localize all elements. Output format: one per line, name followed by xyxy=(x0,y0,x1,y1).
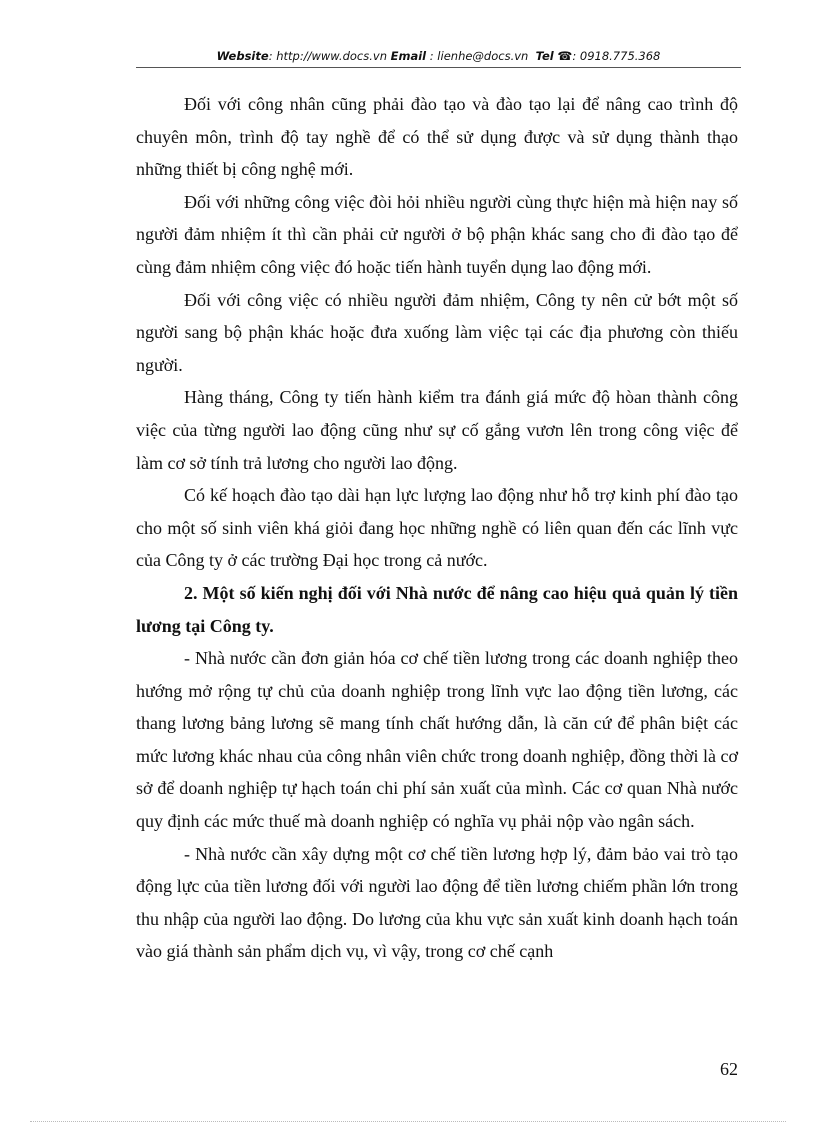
body-paragraph: Đối với công nhân cũng phải đào tạo và đào tạo lại để nâng cao trình độ chuyên môn, trình độ tay nghề để có thể sử dụng được và sử dụng thành thạo những thiết bị công nghệ mới. xyxy=(136,94,738,180)
tel-label: Tel xyxy=(535,49,554,63)
page-body xyxy=(136,88,738,968)
email-label: Email xyxy=(390,49,427,63)
tel-number: : 0918.775.368 xyxy=(572,49,661,63)
body-paragraph: Hàng tháng, Công ty tiến hành kiểm tra đánh giá mức độ hòan thành công việc của từng người lao động cũng như sự cố gắng vươn lên trong công việc để làm cơ sở tính trả lương cho người lao động. xyxy=(136,387,738,473)
body-paragraph: Đối với những công việc đòi hỏi nhiều người cùng thực hiện mà hiện nay số người đảm nhiệm ít thì cần phải cử người ở bộ phận khác sang cho đi đào tạo để cùng đảm nhiệm công việc đó hoặc tiến hành tuyển dụng lao động mới. xyxy=(136,191,738,277)
website-url: : http://www.docs.vn xyxy=(268,49,387,63)
page-bottom-divider xyxy=(30,1121,786,1122)
page-number: 62 xyxy=(720,1059,738,1079)
page-header xyxy=(136,47,741,68)
body-paragraph: - Nhà nước cần xây dựng một cơ chế tiền lương hợp lý, đảm bảo vai trò tạo động lực của tiền lương đối với người lao động để tiền lương chiếm phần lớn trong thu nhập của người lao động. Do lương của khu vực sản xuất kinh doanh hạch toán vào giá thành sản phẩm dịch vụ, vì vậy, trong cơ chế cạnh xyxy=(136,843,738,962)
section-heading: 2. Một số kiến nghị đối với Nhà nước để nâng cao hiệu quả quản lý tiền lương tại Công ty. xyxy=(136,582,738,636)
body-paragraph: - Nhà nước cần đơn giản hóa cơ chế tiền lương trong các doanh nghiệp theo hướng mở rộng tự chủ của doanh nghiệp trong lĩnh vực lao động tiền lương, các thang lương bảng lương sẽ mang tính chất hướng dẫn, là căn cứ để phân biệt các mức lương khác nhau của công nhân viên chức trong doanh nghiệp, đồng thời là cơ sở để doanh nghiệp tự hạch toán chi phí sản xuất của mình. Các cơ quan Nhà nước quy định các mức thuế mà doanh nghiệp có nghĩa vụ phải nộp vào ngân sách. xyxy=(136,648,738,832)
body-paragraph: Đối với công việc có nhiều người đảm nhiệm, Công ty nên cử bớt một số người sang bộ phận khác hoặc đưa xuống làm việc tại các địa phương còn thiếu người. xyxy=(136,289,738,375)
email-address: : lienhe@docs.vn xyxy=(426,49,529,63)
body-paragraph: Có kế hoạch đào tạo dài hạn lực lượng lao động như hỗ trợ kinh phí đào tạo cho một số sinh viên khá giỏi đang học những nghề có liên quan đến các lĩnh vực của Công ty ở các trường Đại học trong cả nước. xyxy=(136,485,738,571)
phone-icon: ☎ xyxy=(557,49,573,63)
website-label: Website xyxy=(216,49,269,63)
